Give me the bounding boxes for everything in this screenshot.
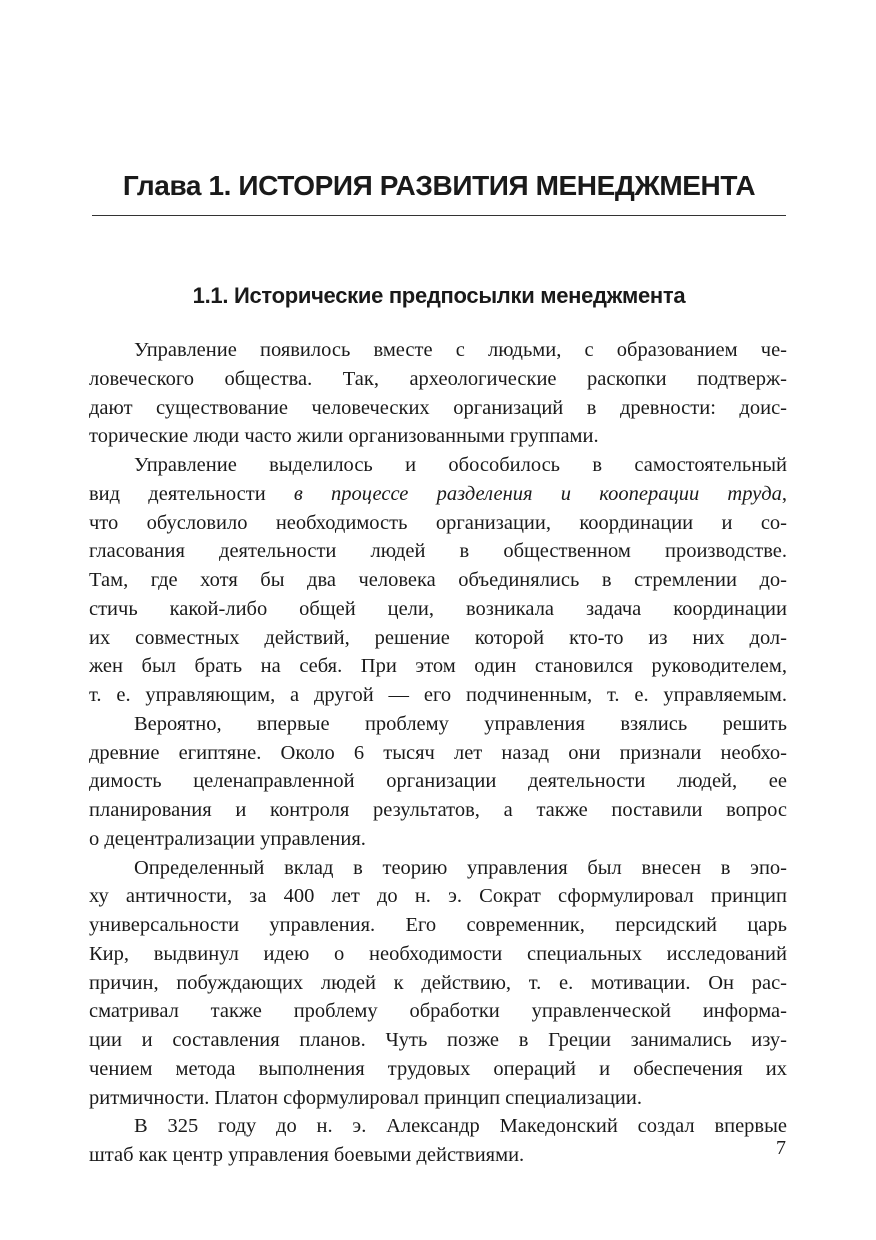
text-line: ху античности, за 400 лет до н. э. Сократ сформулировал принцип (89, 885, 787, 908)
text-line: Определенный вклад в теорию управления был внесен в эпо- (134, 856, 787, 879)
text-line: причин, побуждающих людей к действию, т. е. мотивации. Он рас- (89, 971, 787, 994)
text-segment: вид деятельности (89, 482, 294, 505)
text-line: штаб как центр управления боевыми действиями. (89, 1144, 525, 1166)
text-line: ловеческого общества. Так, археологические раскопки подтверж- (89, 367, 787, 390)
text-line: стичь какой-либо общей цели, возникала задача координации (89, 597, 787, 620)
paragraph-5 (89, 1112, 787, 1170)
paragraph-1 (89, 336, 787, 451)
paragraph-3 (89, 710, 787, 854)
text-line: чением метода выполнения трудовых операций и обеспечения их (89, 1057, 787, 1080)
text-line: Там, где хотя бы два человека объединялись в стремлении до- (89, 569, 787, 591)
text-segment: , (781, 482, 787, 505)
emphasis-text: в процессе разделения и кооперации труда (293, 482, 782, 505)
text-line: о децентрализации управления. (89, 827, 366, 850)
text-line: Кир, выдвинул идею о необходимости специальных исследований (89, 942, 787, 965)
text-line: жен был брать на себя. При этом один становился руководителем, (89, 655, 787, 678)
text-line: сматривал также проблему обработки управленческой информа- (89, 1000, 787, 1023)
body-text (89, 336, 787, 1170)
text-line: ритмичности. Платон сформулировал принцип специализации. (89, 1086, 642, 1109)
text-line-with-emphasis (89, 480, 787, 509)
text-line: ции и составления планов. Чуть позже в Греции занимались изу- (89, 1029, 787, 1051)
chapter-title-underline (92, 215, 786, 216)
text-line: их совместных действий, решение которой кто-то из них дол- (89, 626, 787, 649)
text-line: т. е. управляющим, а другой — его подчиненным, т. е. управляемым. (89, 684, 787, 706)
paragraph-2 (89, 451, 787, 710)
text-line: торические люди часто жили организованными группами. (89, 425, 599, 448)
text-line: что обусловило необходимость организации, координации и со- (89, 511, 787, 534)
text-line: планирования и контроля результатов, а также поставили вопрос (89, 799, 787, 821)
text-line: димость целенаправленной организации деятельности людей, ее (89, 770, 787, 793)
text-line: Управление появилось вместе с людьми, с образованием че- (134, 339, 787, 361)
page-number: 7 (776, 1137, 786, 1159)
text-line: гласования деятельности людей в общественном производстве. (89, 540, 787, 563)
text-line: Вероятно, впервые проблему управления взялись решить (134, 712, 787, 735)
text-line: дают существование человеческих организаций в древности: доис- (89, 396, 787, 419)
section-title: 1.1. Исторические предпосылки менеджмента (192, 283, 686, 308)
text-line: Управление выделилось и обособилось в самостоятельный (134, 454, 787, 476)
text-line: В 325 году до н. э. Александр Македонский создал впервые (134, 1115, 787, 1138)
text-line: древние египтяне. Около 6 тысяч лет назад они признали необхо- (89, 741, 787, 764)
chapter-title: Глава 1. ИСТОРИЯ РАЗВИТИЯ МЕНЕДЖМЕНТА (122, 170, 756, 201)
paragraph-4 (89, 854, 787, 1113)
text-line: универсальности управления. Его современник, персидский царь (89, 914, 787, 936)
